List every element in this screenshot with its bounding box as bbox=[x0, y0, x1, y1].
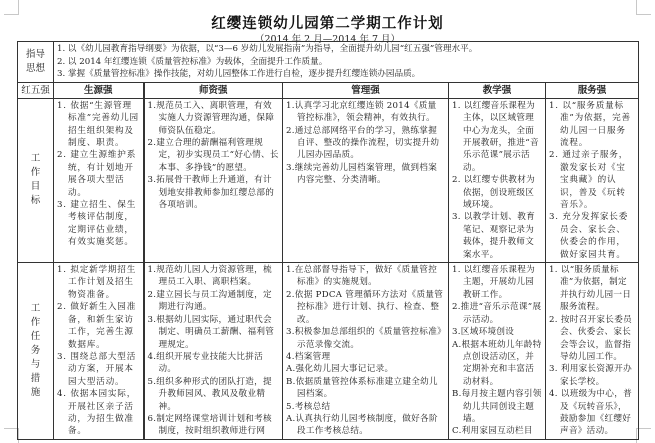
goals-row bbox=[18, 98, 639, 262]
list-item: C.利用家园互动栏目 bbox=[452, 426, 533, 437]
list-item: 2.建立园长与员工沟通制度，定期进行沟通。 bbox=[147, 289, 272, 313]
header-teaching: 教学强 bbox=[449, 82, 546, 98]
header-teachers: 师资强 bbox=[144, 82, 283, 98]
list-item: 3.继续完善幼儿园档案管理，做到档案内容完整、分类清晰。 bbox=[286, 162, 438, 186]
header-enrollment: 生源强 bbox=[54, 82, 144, 98]
tasks-management-cell bbox=[283, 263, 449, 440]
list-item: 2.通过总部网络平台的学习，熟练掌握自评、整改的操作流程，切实提升幼儿园办园品质。 bbox=[286, 125, 440, 161]
label-char: 目 bbox=[30, 181, 41, 193]
tasks-row bbox=[18, 263, 639, 440]
list-item: 3. 以教学计划、教育笔记、观察记录为载体，提升教师文案水平。 bbox=[452, 212, 535, 260]
list-item: 1.规范幼儿园人力资源管理，梳理员工入职、离职档案。 bbox=[147, 265, 272, 288]
list-item: 1. 以红缨音乐课程为主题，开展幼儿园教研工作。 bbox=[452, 265, 535, 300]
list-item: 1.规范员工入、离职管理，有效实施人力资源管理沟通，保障师资队伍稳定。 bbox=[147, 100, 275, 136]
list-item: B.每月按主题内容引领幼儿共同创设主题墙。 bbox=[452, 389, 542, 424]
list-item: 4. 以班级为中心，普及《玩转音乐》，鼓励参加《红缨好声音》活动。 bbox=[549, 389, 632, 437]
list-item: 1. 以“服务质量标准”为依据，制定并执行幼儿园一日服务流程。 bbox=[549, 265, 632, 313]
list-item: 2.建立合理的薪酬福利管理规定，初步实现员工“好心情、长本事、多挣钱”的愿望。 bbox=[147, 138, 279, 173]
list-item: 3. 充分发挥家长委员会、家长会、伙委会的作用，做好家园共育。 bbox=[549, 212, 629, 260]
list-item: 2. 按时召开家长委员会、伙委会、家长会等会议，监督指导幼儿园工作。 bbox=[549, 314, 632, 362]
list-item: 4. 依据本园实际，开展社区亲子活动，为招生做准备。 bbox=[57, 389, 137, 437]
list-item: A.根据本班幼儿年龄特点创设活动区，并定期补充和丰富活动材料。 bbox=[452, 339, 542, 387]
list-item: 3. 利用家长资源开办家长学校。 bbox=[549, 364, 632, 387]
list-item: 5.组织多种形式的团队打造，提升教师园风、教风及敬业精神。 bbox=[147, 376, 272, 412]
list-item: 3. 建立招生、保生考核评估制度，定期评估业绩，有效实施奖惩。 bbox=[57, 200, 137, 248]
guiding-item: 1. 以《幼儿园教育指导纲要》为依据，以“3—6 岁幼儿发展指南”为指导，全面提升幼儿园“红五强”管理水平。 bbox=[57, 44, 478, 54]
list-item: A.认真执行幼儿园考核制度，做好各阶段工作考核总结。 bbox=[286, 413, 438, 437]
list-item: 1. 以“服务质量标准”为依据，完善幼儿园一日服务流程。 bbox=[549, 100, 631, 148]
goals-management-cell bbox=[283, 98, 449, 262]
tasks-teaching-cell bbox=[449, 263, 546, 440]
goals-enrollment-cell bbox=[54, 98, 144, 262]
list-item: 1.在总部督导指导下，做好《质量管控标准》的实施规划。 bbox=[286, 265, 438, 288]
guiding-thought-row bbox=[18, 42, 639, 83]
label-line: 指导 bbox=[25, 48, 45, 60]
guiding-item: 3. 掌握《质量管控标准》操作技能，对幼儿园整体工作进行自检，逐步提升红缨连锁办园品质。 bbox=[57, 69, 421, 80]
goals-service-cell bbox=[546, 98, 639, 262]
list-item: 6.制定网络课堂培训计划和考核制度，按时组织教师进行网 bbox=[147, 413, 272, 437]
list-item: B.依据质量管控体系标准建立建全幼儿园档案。 bbox=[286, 376, 438, 400]
list-item: 2. 建立生源维护系统，有计划地开展各项大型活动。 bbox=[57, 150, 137, 198]
label-line: 思想 bbox=[25, 62, 45, 74]
list-item: 2. 通过亲子服务，激发家长对《宝宝典藏》的认识，普及《玩转音乐》。 bbox=[549, 150, 629, 211]
list-item: 3.根据幼儿园实际，通过职代会制定、明确员工薪酬、福利管理规定。 bbox=[147, 314, 275, 350]
label-char: 措 bbox=[30, 372, 41, 384]
goals-teaching-cell bbox=[449, 98, 546, 262]
tasks-row-label bbox=[18, 263, 54, 440]
label-char: 施 bbox=[30, 386, 41, 398]
list-item: 2.依据 PDCA 管理循环方法对《质量管控标准》进行计划、执行、检查、整改。 bbox=[286, 289, 444, 325]
tasks-enrollment-cell bbox=[54, 263, 144, 440]
header-row bbox=[18, 82, 639, 98]
list-item: 1. 拟定新学期招生工作计划及招生物资准备。 bbox=[57, 265, 137, 300]
document-subtitle: （2014 年 2 月—2014 年 7 月） bbox=[254, 34, 401, 45]
goals-row-label bbox=[18, 98, 54, 262]
document-title: 红缨连锁幼儿园第二学期工作计划 bbox=[211, 15, 444, 32]
header-label: 红五强 bbox=[18, 82, 54, 98]
list-item: 4.组织开展专业技能大比拼活动。 bbox=[147, 351, 264, 375]
label-char: 任 bbox=[30, 330, 41, 342]
header-service: 服务强 bbox=[546, 82, 639, 98]
guiding-item: 2. 以 2014 年红缨连锁《质量管控标准》为载体，全面提升工作质量。 bbox=[57, 56, 328, 67]
label-char: 务 bbox=[30, 344, 41, 356]
label-char: 工 bbox=[30, 153, 41, 165]
header-management: 管理强 bbox=[283, 82, 449, 98]
list-item: 1.认真学习北京红缨连锁 2014《质量管控标准》，领会精神，有效执行。 bbox=[286, 100, 437, 124]
label-char: 与 bbox=[30, 358, 41, 370]
list-item: 1. 以红缨音乐课程为主体，以区域管理中心为龙头，全面开展教研，推进“音乐示范课”展示活动。 bbox=[452, 100, 539, 173]
label-char: 标 bbox=[30, 195, 41, 207]
tasks-service-cell bbox=[546, 263, 639, 440]
label-char: 作 bbox=[30, 316, 41, 328]
list-item: 2. 做好新生入园准备，和新生家访工作，完善生源数据库。 bbox=[57, 302, 137, 350]
guiding-thought-content bbox=[54, 42, 639, 83]
list-item: 2.推进“音乐示范课”展示活动。 bbox=[452, 302, 542, 325]
list-item: 2. 以红缨专供教材为依据，创设班级区域环境。 bbox=[452, 175, 535, 211]
guiding-thought-label bbox=[18, 42, 54, 83]
tasks-teachers-cell bbox=[144, 263, 283, 440]
work-plan-table bbox=[17, 41, 639, 440]
list-item: 3.拓展骨干教师上升通道，有计划地安排教师参加红缨总部的各项培训。 bbox=[147, 175, 275, 211]
list-item: 3. 围绕总部大型活动方案，开展本园大型活动。 bbox=[57, 351, 137, 387]
label-char: 作 bbox=[30, 167, 41, 179]
goals-teachers-cell bbox=[144, 98, 283, 262]
list-item: 1. 依据“生源管理标准”完善幼儿园招生组织架构及制度、职责。 bbox=[57, 100, 139, 148]
label-char: 工 bbox=[30, 302, 41, 314]
list-item: 3.积极参加总部组织的《质量管控标准》示范录像交流。 bbox=[286, 327, 442, 350]
list-item: 4.档案管理 bbox=[286, 351, 331, 362]
list-item: 3.区域环境创设 bbox=[452, 327, 515, 338]
list-item: A.强化幼儿园大事记记录。 bbox=[286, 364, 394, 375]
list-item: 5.考核总结 bbox=[286, 401, 331, 412]
